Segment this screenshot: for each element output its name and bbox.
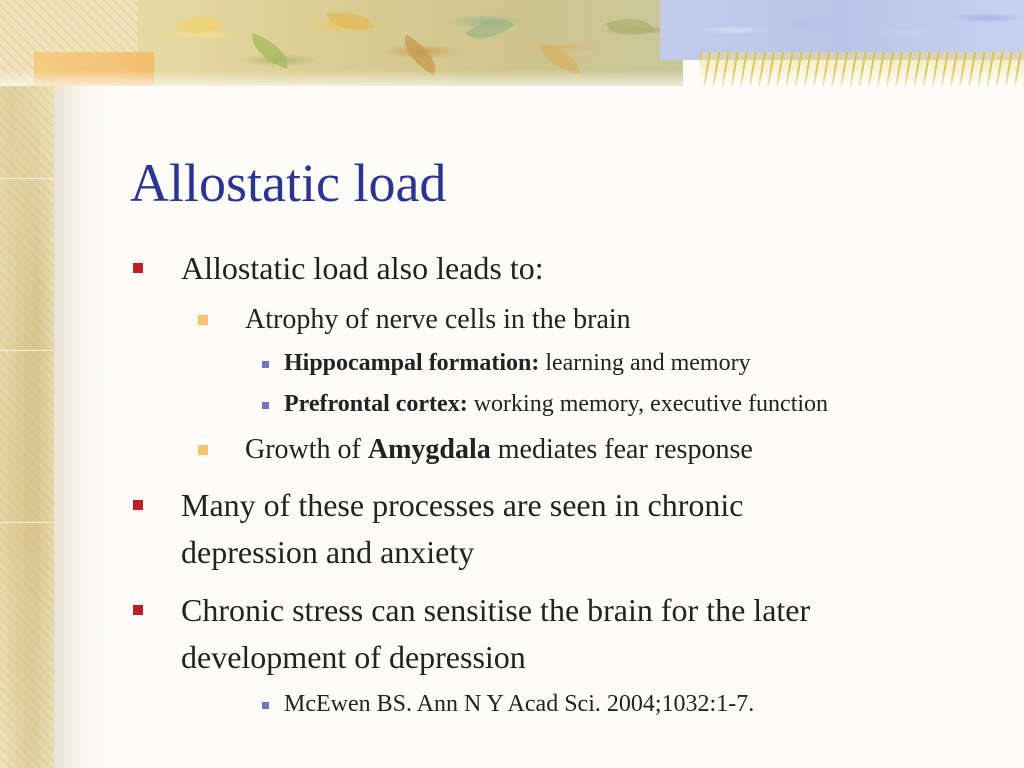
prefrontal-description: working memory, executive function — [467, 391, 829, 417]
bullet-marker-level2 — [198, 445, 208, 455]
strip-divider — [0, 522, 54, 523]
bullet-2-line-1: Many of these processes are seen in chronic — [181, 487, 744, 523]
bullet-2-line-2: depression and anxiety — [181, 534, 475, 570]
sub-sub-bullet-prefrontal — [284, 387, 828, 421]
bullet-marker-level3 — [262, 361, 269, 368]
leaf-shape — [606, 10, 655, 45]
hippocampal-description: learning and memory — [539, 350, 751, 376]
banner-fade — [0, 70, 1024, 86]
slide-title: Allostatic load — [130, 153, 447, 213]
strip-divider — [0, 178, 54, 179]
amygdala-label: Amygdala — [367, 434, 491, 465]
sub-bullet-atrophy: Atrophy of nerve cells in the brain — [245, 304, 631, 335]
bullet-marker-level1 — [133, 263, 143, 273]
sub-sub-bullet-hippocampal — [284, 346, 751, 380]
hippocampal-label: Hippocampal formation: — [284, 350, 540, 376]
banner-blue-image — [660, 0, 1024, 60]
bullet-marker-level1 — [133, 500, 143, 510]
bullet-3-line-1: Chronic stress can sensitise the brain for the later — [181, 592, 811, 628]
leaf-shape — [246, 33, 295, 69]
amygdala-suffix: mediates fear response — [490, 434, 753, 465]
strip-divider — [0, 350, 54, 351]
leaf-shape — [326, 6, 373, 35]
bullet-3-line-2: development of depression — [181, 639, 526, 675]
sub-bullet-amygdala — [245, 431, 753, 469]
bullet-1-text: Allostatic load also leads to: — [181, 250, 544, 286]
bullet-marker-level3 — [262, 402, 269, 409]
decorative-top-banner — [0, 0, 1024, 86]
bullet-marker-level2 — [198, 315, 208, 325]
leaf-shape — [175, 6, 224, 45]
reference-citation: McEwen BS. Ann N Y Acad Sci. 2004;1032:1-7. — [284, 691, 755, 717]
prefrontal-label: Prefrontal cortex: — [284, 391, 468, 417]
amygdala-prefix: Growth of — [245, 434, 368, 465]
left-parchment-strip — [0, 0, 54, 768]
bullet-marker-level1 — [133, 605, 143, 615]
strip-shadow — [54, 0, 114, 768]
leaf-shape — [466, 7, 515, 50]
bullet-marker-level3 — [262, 702, 269, 709]
